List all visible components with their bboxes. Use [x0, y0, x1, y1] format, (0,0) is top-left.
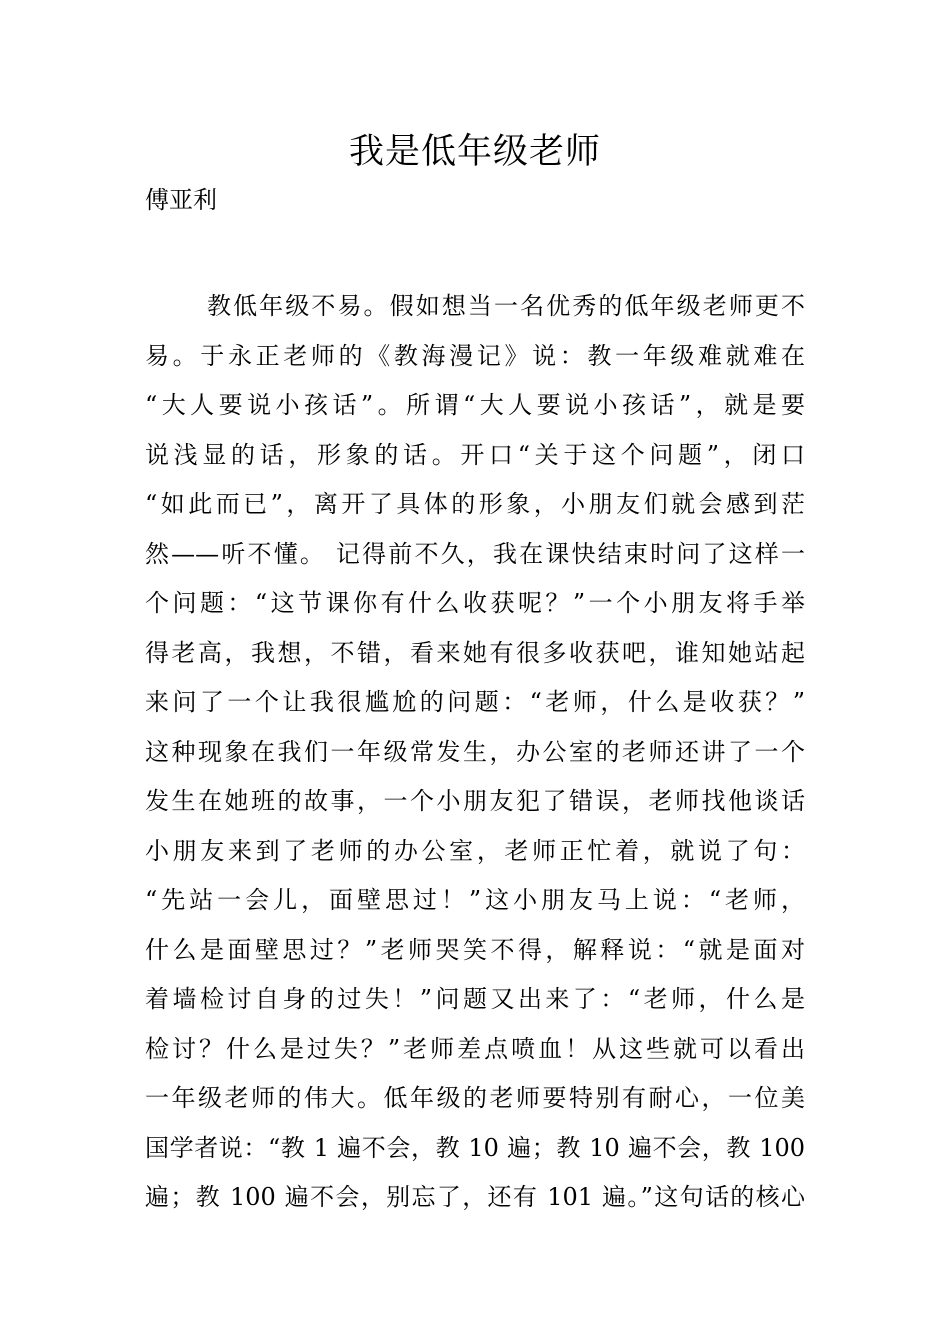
paragraph-line: 然——听不懂。 记得前不久，我在课快结束时问了这样一 [145, 539, 805, 568]
paragraph-line: 这种现象在我们一年级常发生，办公室的老师还讲了一个 [145, 737, 805, 766]
paragraph-line: 得老高，我想，不错，看来她有很多收获吧，谁知她站起 [145, 638, 805, 667]
paragraph-line: 发生在她班的故事，一个小朋友犯了错误，老师找他谈话 [145, 787, 805, 815]
paragraph-line: 易。于永正老师的《教海漫记》说：教一年级难就难在 [145, 341, 805, 370]
paragraph-line: 个问题：“这节课你有什么收获呢？”一个小朋友将手举 [145, 589, 805, 617]
paragraph-line: 国学者说：“教 1 遍不会，教 10 遍；教 10 遍不会，教 100 [145, 1133, 805, 1162]
body-paragraph [145, 282, 805, 1223]
paragraph-line: 检讨？什么是过失？”老师差点喷血！从这些就可以看出 [145, 1034, 805, 1063]
paragraph-line: 来问了一个让我很尴尬的问题：“老师，什么是收获？” [145, 688, 805, 716]
paragraph-line: “先站一会儿，面壁思过！”这小朋友马上说：“老师， [145, 886, 805, 914]
paragraph-line: 遍；教 100 遍不会，别忘了，还有 101 遍。”这句话的核心 [145, 1183, 805, 1211]
paragraph-line: “大人要说小孩话”。所谓“大人要说小孩话”，就是要 [145, 391, 805, 419]
paragraph-line: 着墙检讨自身的过失！”问题又出来了：“老师，什么是 [145, 985, 805, 1013]
paragraph-line: 什么是面壁思过？”老师哭笑不得，解释说：“就是面对 [145, 935, 805, 964]
document-title: 我是低年级老师 [348, 132, 601, 172]
paragraph-line: “如此而已”，离开了具体的形象，小朋友们就会感到茫 [145, 490, 805, 518]
paragraph-line: 说浅显的话，形象的话。开口“关于这个问题”，闭口 [145, 440, 805, 469]
paragraph-line: 小朋友来到了老师的办公室，老师正忙着，就说了句： [145, 836, 805, 865]
paragraph-line: 一年级老师的伟大。低年级的老师要特别有耐心，一位美 [145, 1084, 805, 1112]
author-name: 傅亚利 [145, 186, 217, 214]
paragraph-line: 教低年级不易。假如想当一名优秀的低年级老师更不 [207, 292, 805, 320]
